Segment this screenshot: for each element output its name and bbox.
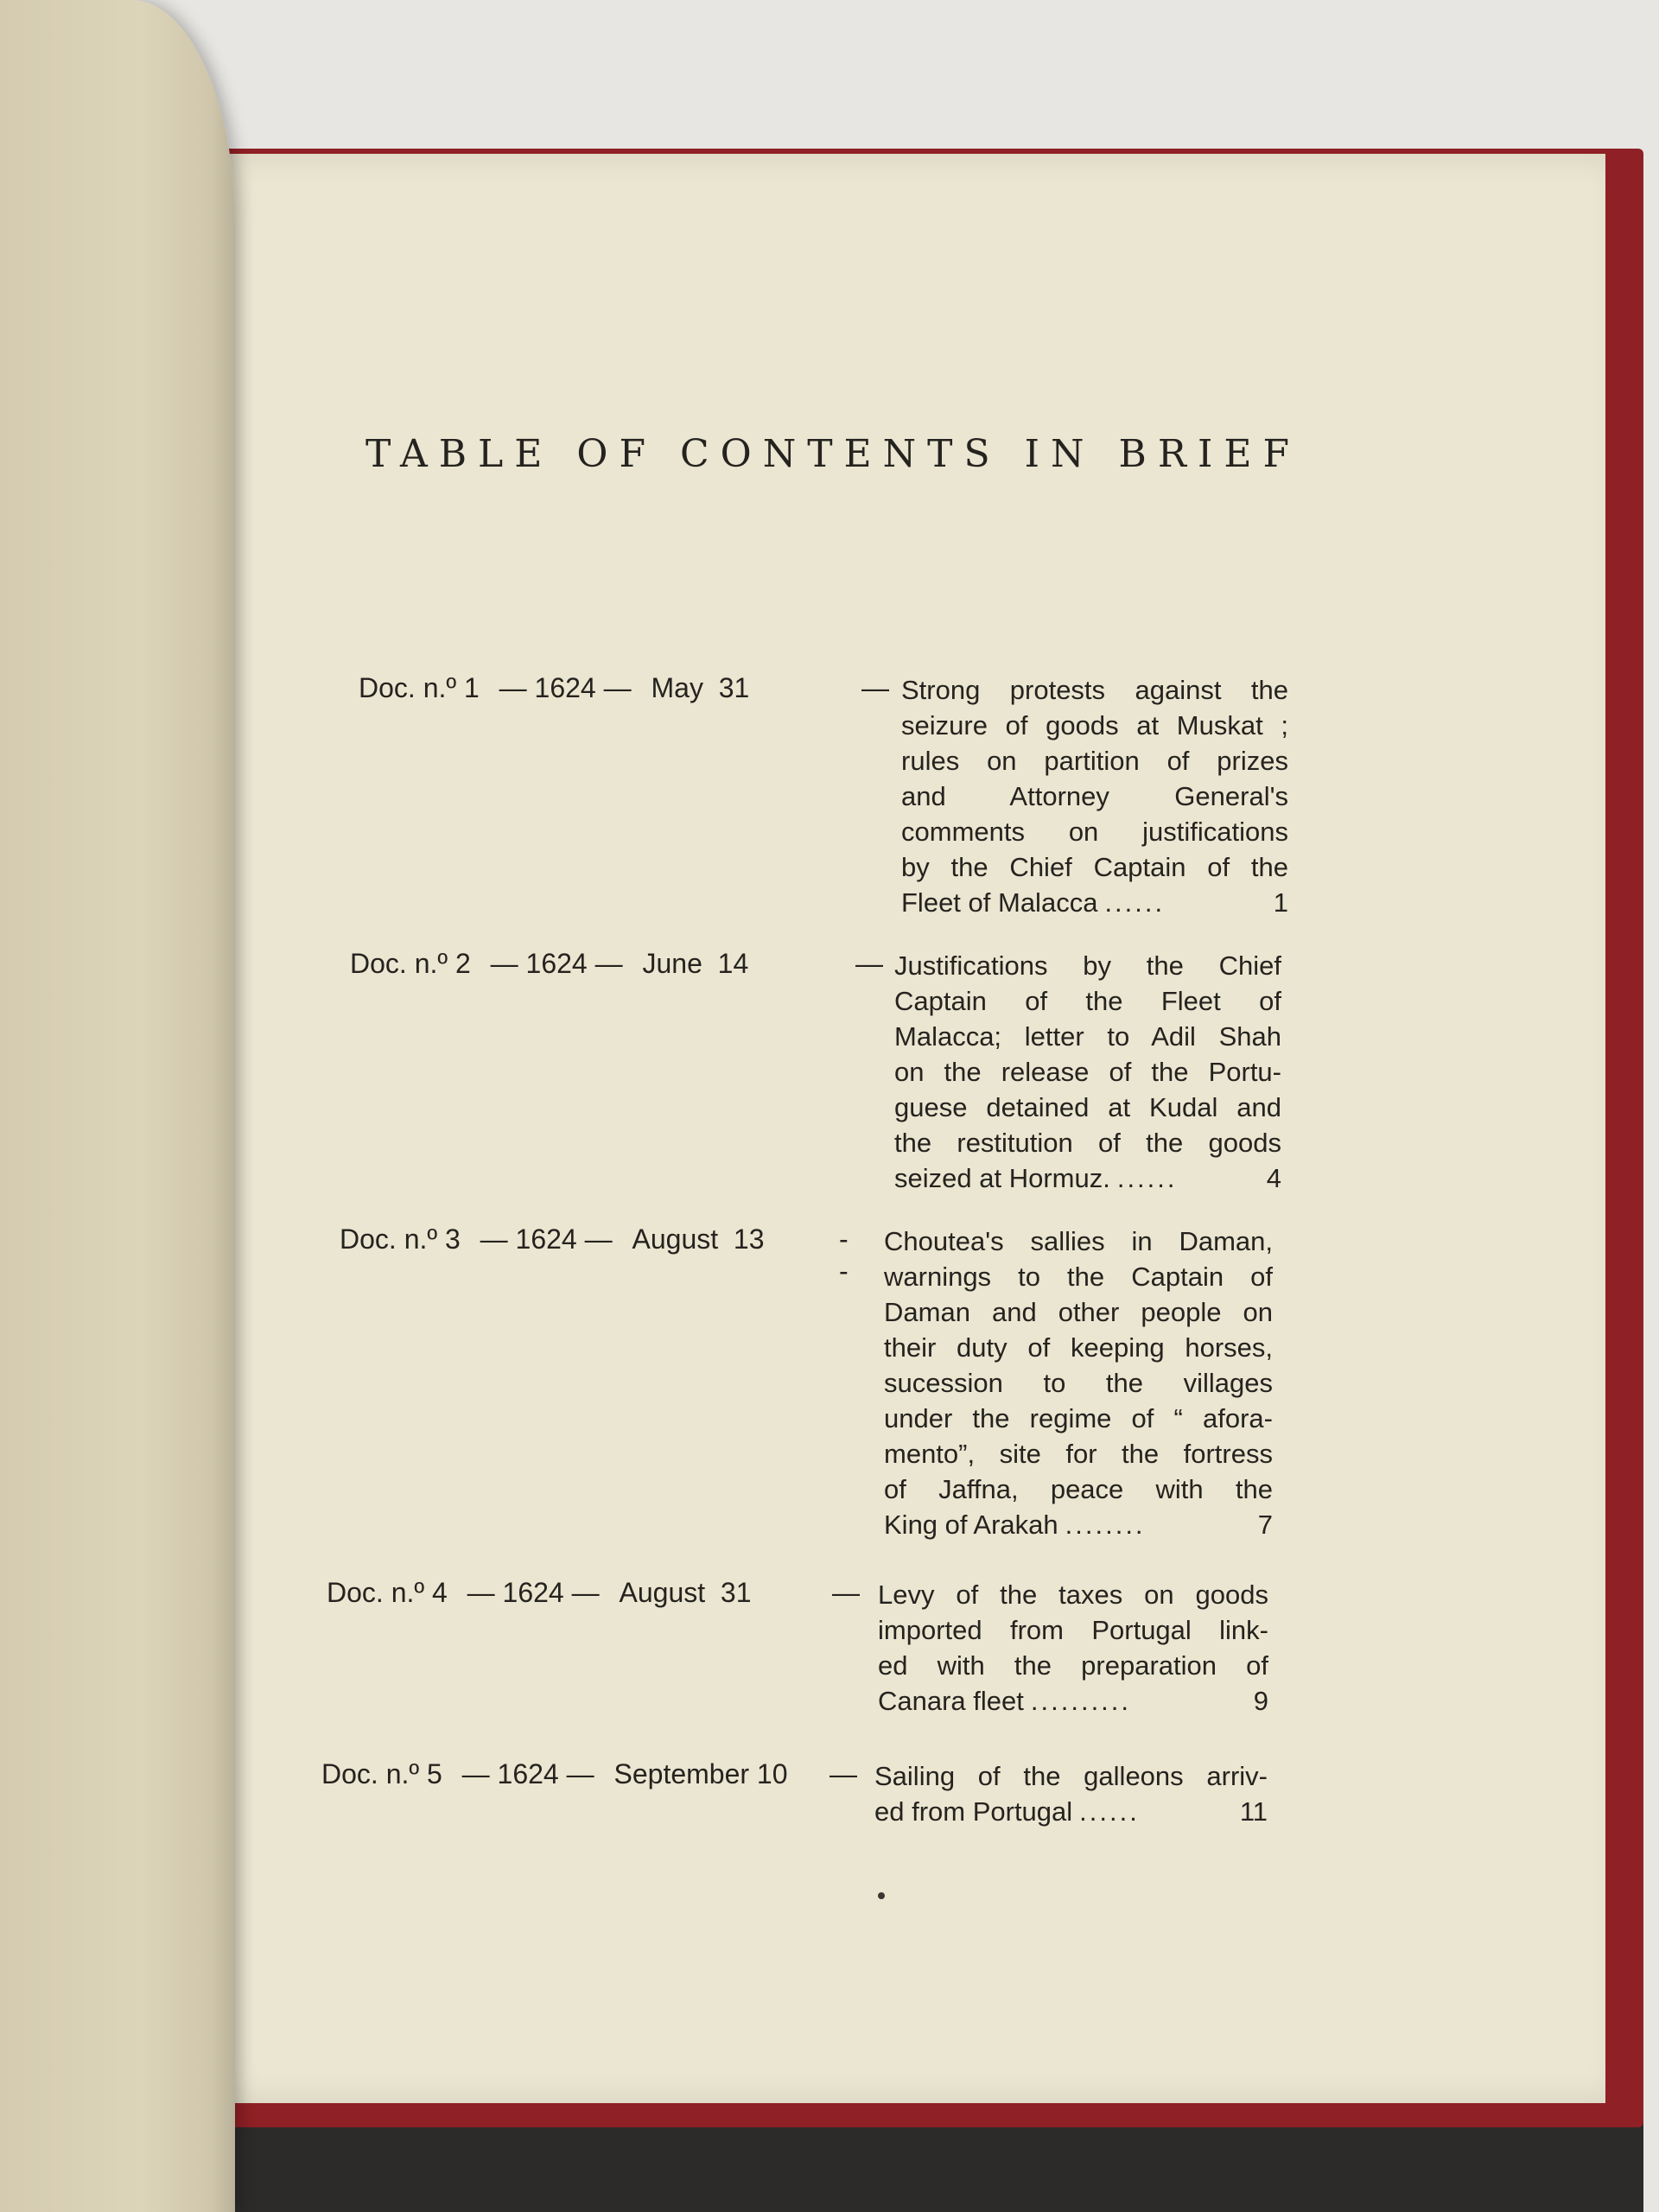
entry-dash: -- [839,1224,849,1287]
description-line: rules on partition of prizes [901,746,1288,776]
entry-dash: — [855,948,883,979]
description-line: imported from Portugal link- [878,1615,1268,1645]
description-line: their duty of keeping horses, [884,1332,1273,1363]
description-end-text: Canara fleet [878,1686,1024,1716]
entry-dash: — [861,672,889,703]
leader-dots: ........ [1065,1510,1146,1540]
description-line: Strong protests against the [901,675,1288,705]
description-line: of Jaffna, peace with the [884,1474,1273,1504]
entry-dash: — [830,1758,857,1789]
doc-date: May 31 [651,672,750,703]
doc-year: — 1624 — [480,1224,613,1255]
doc-year: — 1624 — [467,1577,600,1608]
entry-description [884,1224,1273,1542]
doc-date: September 10 [613,1758,788,1789]
doc-year: — 1624 — [499,672,632,703]
ink-dot [878,1892,885,1899]
description-last-line [901,885,1288,920]
description-last-line [894,1160,1281,1196]
entry-description [901,672,1288,920]
entry-head [340,1224,777,1255]
description-line: Malacca; letter to Adil Shah [894,1021,1281,1052]
description-line: mento”, site for the fortress [884,1439,1273,1469]
leader-dots: ...... [1079,1796,1140,1827]
page-number: 11 [1239,1796,1268,1827]
description-line: Choutea's sallies in Daman, [884,1226,1273,1256]
page-number: 7 [1257,1510,1273,1540]
leader-dots: ...... [1104,887,1166,918]
description-line: Sailing of the galleons arriv- [874,1761,1268,1791]
entry-head [359,672,761,704]
doc-number: Doc. n.º 2 [350,948,471,979]
description-line: Captain of the Fleet of [894,986,1281,1016]
leader-dots: ...... [1116,1163,1178,1193]
page-number: 4 [1266,1163,1281,1193]
description-line: ed with the preparation of [878,1650,1268,1681]
entry-description [894,948,1281,1196]
leader-dots: .......... [1030,1686,1132,1716]
entry-head [350,948,760,980]
doc-number: Doc. n.º 3 [340,1224,461,1255]
entry-head [327,1577,764,1609]
entry-head [321,1758,800,1790]
doc-number: Doc. n.º 5 [321,1758,442,1789]
description-last-line [874,1794,1268,1829]
doc-number: Doc. n.º 1 [359,672,480,703]
description-line: the restitution of the goods [894,1128,1281,1158]
description-line: Justifications by the Chief [894,950,1281,981]
entry-dash: — [832,1577,860,1608]
page-number: 1 [1273,887,1288,918]
description-end-text: ed from Portugal [874,1796,1073,1827]
description-end-text: Fleet of Malacca [901,887,1098,918]
description-line: Levy of the taxes on goods [878,1580,1268,1610]
description-line: on the release of the Portu- [894,1057,1281,1087]
doc-year: — 1624 — [461,1758,594,1789]
description-line: seizure of goods at Muskat ; [901,710,1288,741]
description-end-text: seized at Hormuz. [894,1163,1110,1193]
entry-description [874,1758,1268,1829]
page-title: TABLE OF CONTENTS IN BRIEF [365,432,1301,476]
description-line: sucession to the villages [884,1368,1273,1398]
doc-date: August 31 [619,1577,752,1608]
description-line: Daman and other people on [884,1297,1273,1327]
left-page [0,0,235,2212]
description-line: comments on justifications [901,817,1288,847]
description-last-line [884,1507,1273,1542]
entry-description [878,1577,1268,1719]
description-line: under the regime of “ afora- [884,1403,1273,1433]
description-last-line [878,1683,1268,1719]
description-line: and Attorney General's [901,781,1288,811]
doc-number: Doc. n.º 4 [327,1577,448,1608]
doc-date: August 13 [632,1224,765,1255]
description-line: guese detained at Kudal and [894,1092,1281,1122]
description-line: by the Chief Captain of the [901,852,1288,882]
description-end-text: King of Arakah [884,1510,1058,1540]
doc-date: June 14 [642,948,749,979]
description-line: warnings to the Captain of [884,1262,1273,1292]
doc-year: — 1624 — [490,948,623,979]
page-number: 9 [1253,1686,1268,1716]
